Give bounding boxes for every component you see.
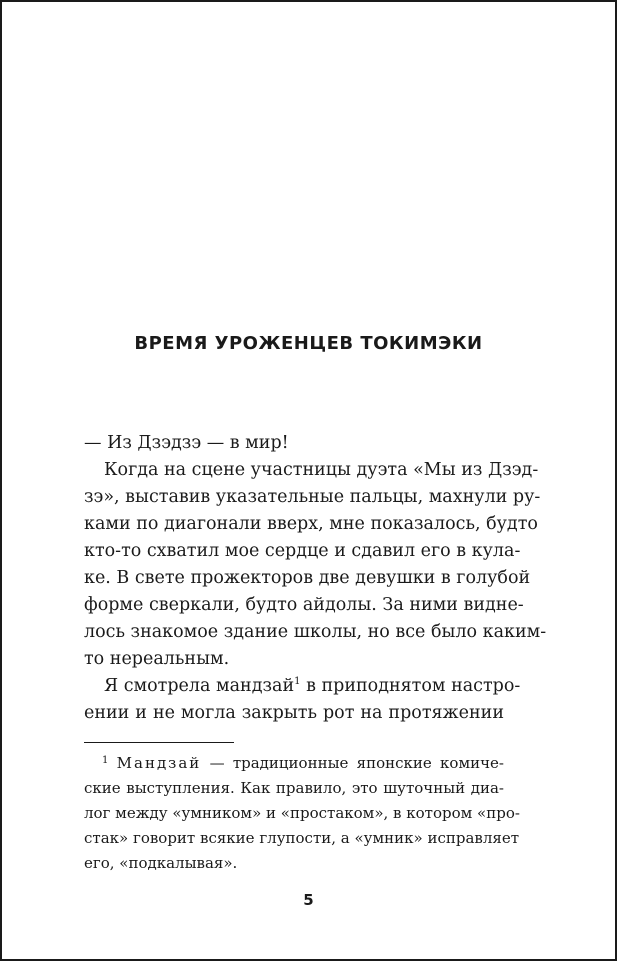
body-line: лось знакомое здание школы, но все было каким- xyxy=(84,622,547,642)
body-line: ками по диагонали вверх, мне показалось, будто xyxy=(84,514,538,534)
body-line: — Из Дзэдзэ — в мир! xyxy=(84,433,289,453)
footnote-marker: 1 xyxy=(102,755,109,766)
body-line: форме сверкали, будто айдолы. За ними виднe- xyxy=(84,595,524,615)
footnote-line: лог между «умником» и «простаком», в котором «про- xyxy=(84,804,520,822)
body-line: ке. В свете прожекторов две девушки в голубой xyxy=(84,568,531,588)
chapter-title: ВРЕМЯ УРОЖЕНЦЕВ ТОКИМЭКИ xyxy=(134,333,483,354)
body-line: ении и не могла закрыть рот на протяжении xyxy=(84,703,504,723)
footnote-divider xyxy=(84,742,234,743)
body-line: Когда на сцене участницы дуэта «Мы из Дзэд- xyxy=(104,460,539,480)
footnote-line: ские выступления. Как правило, это шуточный диа- xyxy=(84,779,504,797)
body-line: кто-то схватил мое сердце и сдавил его в кула- xyxy=(84,541,521,561)
body-line-fragment: Я смотрела мандзай xyxy=(104,676,295,696)
footnote-line xyxy=(84,751,504,776)
body-line-fragment: в приподнятом настро- xyxy=(300,676,521,696)
footnote-line: стак» говорит всякие глупости, а «умник» исправляет xyxy=(84,829,520,847)
footnote-reference[interactable]: 1 xyxy=(294,676,301,687)
body-line: то нереальным. xyxy=(84,649,230,669)
footnote-term: Мандзай xyxy=(116,754,202,772)
footnote-fragment: — традиционные японские комиче- xyxy=(201,754,504,772)
body-line-with-footnote-ref xyxy=(84,673,521,700)
footnote-line: его, «подкалывая». xyxy=(84,854,238,872)
body-line: зэ», выставив указательные пальцы, махнули ру- xyxy=(84,487,541,507)
page-number: 5 xyxy=(303,891,314,909)
